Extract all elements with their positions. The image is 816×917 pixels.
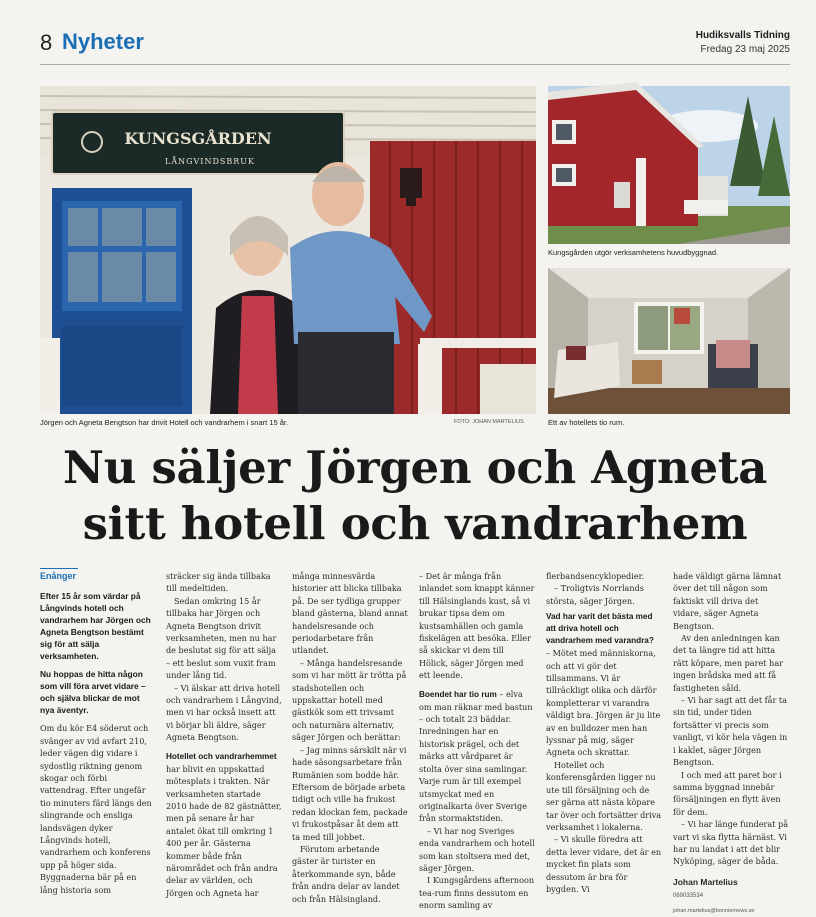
- article-headline: [40, 440, 790, 552]
- body-paragraph: – Vi har sagt att det får ta sin tid, under tiden fortsätter vi precis som vanligt, vi kör hela vägen in i kaklet, säger Jörgen Bengtson.: [673, 695, 788, 768]
- body-paragraph: Om du kör E4 söderut och svänger av vid avfart 210, leder vägen dig vidare i sydostlig riktning genom skogar och förbi vattendrag. Efter ungefär tio minuters färd längs den slingrande och ensliga landsvägen dyker Långvinds hotell, vandrarhem och konferens upp på höger sida. Byggnaderna bär på en lång historia som: [40, 723, 152, 895]
- room-photo-image: [548, 268, 790, 414]
- body-paragraph: flerbandsencyklopedier.: [546, 571, 645, 581]
- dateline-rule: [40, 568, 78, 569]
- room-photo-caption: Ett av hotellets tio rum.: [548, 418, 625, 427]
- body-paragraph: – Vi skulle föredra att detta lever vidare, det är en mycket fin plats som dessutom är bra för bygden. Vi: [546, 834, 662, 894]
- issue-date: Fredag 23 maj 2025: [700, 44, 790, 55]
- body-paragraph: har blivit en uppskattad mötesplats i trakten. När verksamheten startade 2010 hade de 82 gästnätter, men på senare år har antalet ökat till omkring 1 400 per år. Gästerna kommer både från närområdet och från andra delar av världen, och Jörgen och Agneta har: [166, 763, 282, 898]
- body-paragraph: I Kungsgårdens afternoon tea-rum finns dessutom en enorm samling av: [419, 875, 535, 911]
- page-header: [40, 28, 790, 64]
- dateline: Enånger: [40, 571, 77, 581]
- sign-subtitle-text: LÅNGVINDSBRUK: [165, 157, 255, 166]
- house-photo-caption: Kungsgården utgör verksamhetens huvudbyggnad.: [548, 248, 719, 257]
- body-paragraph: – Mötet med människorna, och att vi gör det tillsammans. Vi är tillräckligt olika och därför kompletterar vi varandra väldigt bra. Jörgen är ju lite av en bulldozer men han lyssnar på mig, säger Agneta och skrattar.: [546, 648, 661, 758]
- body-paragraph: sträcker sig ända tillbaka till medeltiden.: [166, 571, 271, 594]
- body-paragraph: Hotellet och konferensgården ligger nu ute till försäljning och de ser gärna att nästa köpare tar över och fortsätter driva verksamhet i lokalerna.: [546, 759, 662, 832]
- article-column-5: [546, 570, 662, 895]
- article-lead-2: Nu hoppas de hitta någon som vill föra arvet vidare – och själva blickar de mot nya äventyr.: [40, 669, 146, 716]
- body-paragraph: – Vi har länge funderat på vart vi ska flytta härnäst. Vi har nu landat i att det blir Nyköping, säger de båda.: [673, 819, 789, 867]
- body-paragraph: hade väldigt gärna lämnat över det till någon som faktiskt vill driva det vidare, säger Agneta Bengtson.: [673, 571, 782, 631]
- headline-line-2: sitt hotell och vandrarhem: [82, 497, 748, 550]
- room-photo: [548, 268, 790, 414]
- article-column-4: [419, 570, 535, 912]
- sign-title-text: KUNGSGÅRDEN: [124, 129, 272, 148]
- page-number: 8: [40, 30, 53, 55]
- article-column-2: [166, 570, 282, 899]
- section-title: Nyheter: [62, 29, 144, 54]
- main-photo: [40, 86, 536, 414]
- body-paragraph: Förutom arbetande gäster är turister en återkommande syn, både från andra delar av landet och från Hälsingland.: [292, 843, 400, 904]
- header-divider: [40, 64, 790, 65]
- body-paragraph: – Det är många från inlandet som knappt känner till Hälsinglands kust, så vi brukar tipsa dem om kustsamhällen och gamla fiskelägen att besöka. Eller så skickar vi dem till Hölick, säger Jörgen med ett leende.: [419, 571, 535, 681]
- headline-line-1: Nu säljer Jörgen och Agneta: [62, 441, 768, 494]
- subheading: Hotellet och vandrarhemmet: [166, 751, 277, 761]
- interview-question: Vad har varit det bästa med att driva hotell och vandrarhem med varandra?: [546, 612, 654, 646]
- photo-credit: FOTO: JOHAN MARTELIUS: [454, 419, 524, 425]
- byline-name: Johan Martelius: [673, 876, 738, 887]
- body-paragraph: I och med att paret bor i samma byggnad innebär försäljningen en flytt även för dem.: [673, 769, 782, 817]
- newspaper-name: Hudiksvalls Tidning: [695, 30, 790, 41]
- body-paragraph: – Troligtvis Norrlands största, säger Jörgen.: [546, 583, 644, 606]
- subheading: Boendet har tio rum: [419, 689, 497, 699]
- byline-phone: 069033534: [673, 893, 704, 900]
- house-photo-image: [548, 86, 790, 244]
- body-paragraph: – Vi älskar att driva hotell och vandrarhem i Långvind, men vi har också insett att vi börjar bli äldre, säger Agneta Bengtson.: [166, 682, 282, 743]
- byline-email[interactable]: johan.martelius@bonniernews.se: [673, 907, 755, 914]
- article-column-3: [292, 570, 408, 905]
- body-paragraph: – Många handelsresande som vi har mött är trötta på stadshotellen och uppskattar hotell med gästkök som ett trivsamt och naturnära alternativ, säger Jörgen och berättar:: [292, 657, 407, 743]
- body-paragraph: – elva om man räknar med bastun – och totalt 23 bäddar. Inredningen har en historisk prägel, och det märks att vårdparet är stolta över sina samlingar. Varje rum är till exempel utsmyckat med en originalkarta över Sverige från stormaktstiden.: [419, 688, 533, 824]
- house-photo: [548, 86, 790, 244]
- body-paragraph: Av den anledningen kan det ta längre tid att hitta rätt köpare, men paret har ingen brådska med att få fastigheten såld.: [673, 633, 784, 693]
- body-paragraph: många minnesvärda historier att blicka tillbaka på. De ser tydliga grupper bland gästerna, bland annat handelsresande och periodarbetare från utlandet.: [292, 571, 408, 656]
- body-paragraph: Sedan omkring 15 år tillbaka har Jörgen och Agneta Bengtson drivit verksamheten, men nu har de beslutat sig för att sälja – ett beslut som vuxit fram under lång tid.: [166, 595, 277, 681]
- main-photo-caption: Jörgen och Agneta Bengtson har drivit Hotell och vandrarhem i snart 15 år.: [40, 418, 289, 427]
- body-paragraph: – Jag minns särskilt när vi hade säsongsarbetare från Rumänien som bodde här. Eftersom de började arbeta tidigt och ville ha frukost redan klockan fem, packade vi frukostpåsar åt dem att ta med till jobbet.: [292, 744, 408, 842]
- body-paragraph: – Vi har nog Sveriges enda vandrarhem och hotell som kan stoltsera med det, säger Jörgen.: [419, 825, 535, 873]
- article-column-6: [673, 570, 789, 917]
- article-lead: Efter 15 år som värdar på Långvinds hotell och vandrarhem har Jörgen och Agneta Bengtson bestämt sig för att sälja verksamheten.: [40, 591, 151, 662]
- main-photo-image: [40, 86, 536, 414]
- article-column-1: [40, 570, 156, 896]
